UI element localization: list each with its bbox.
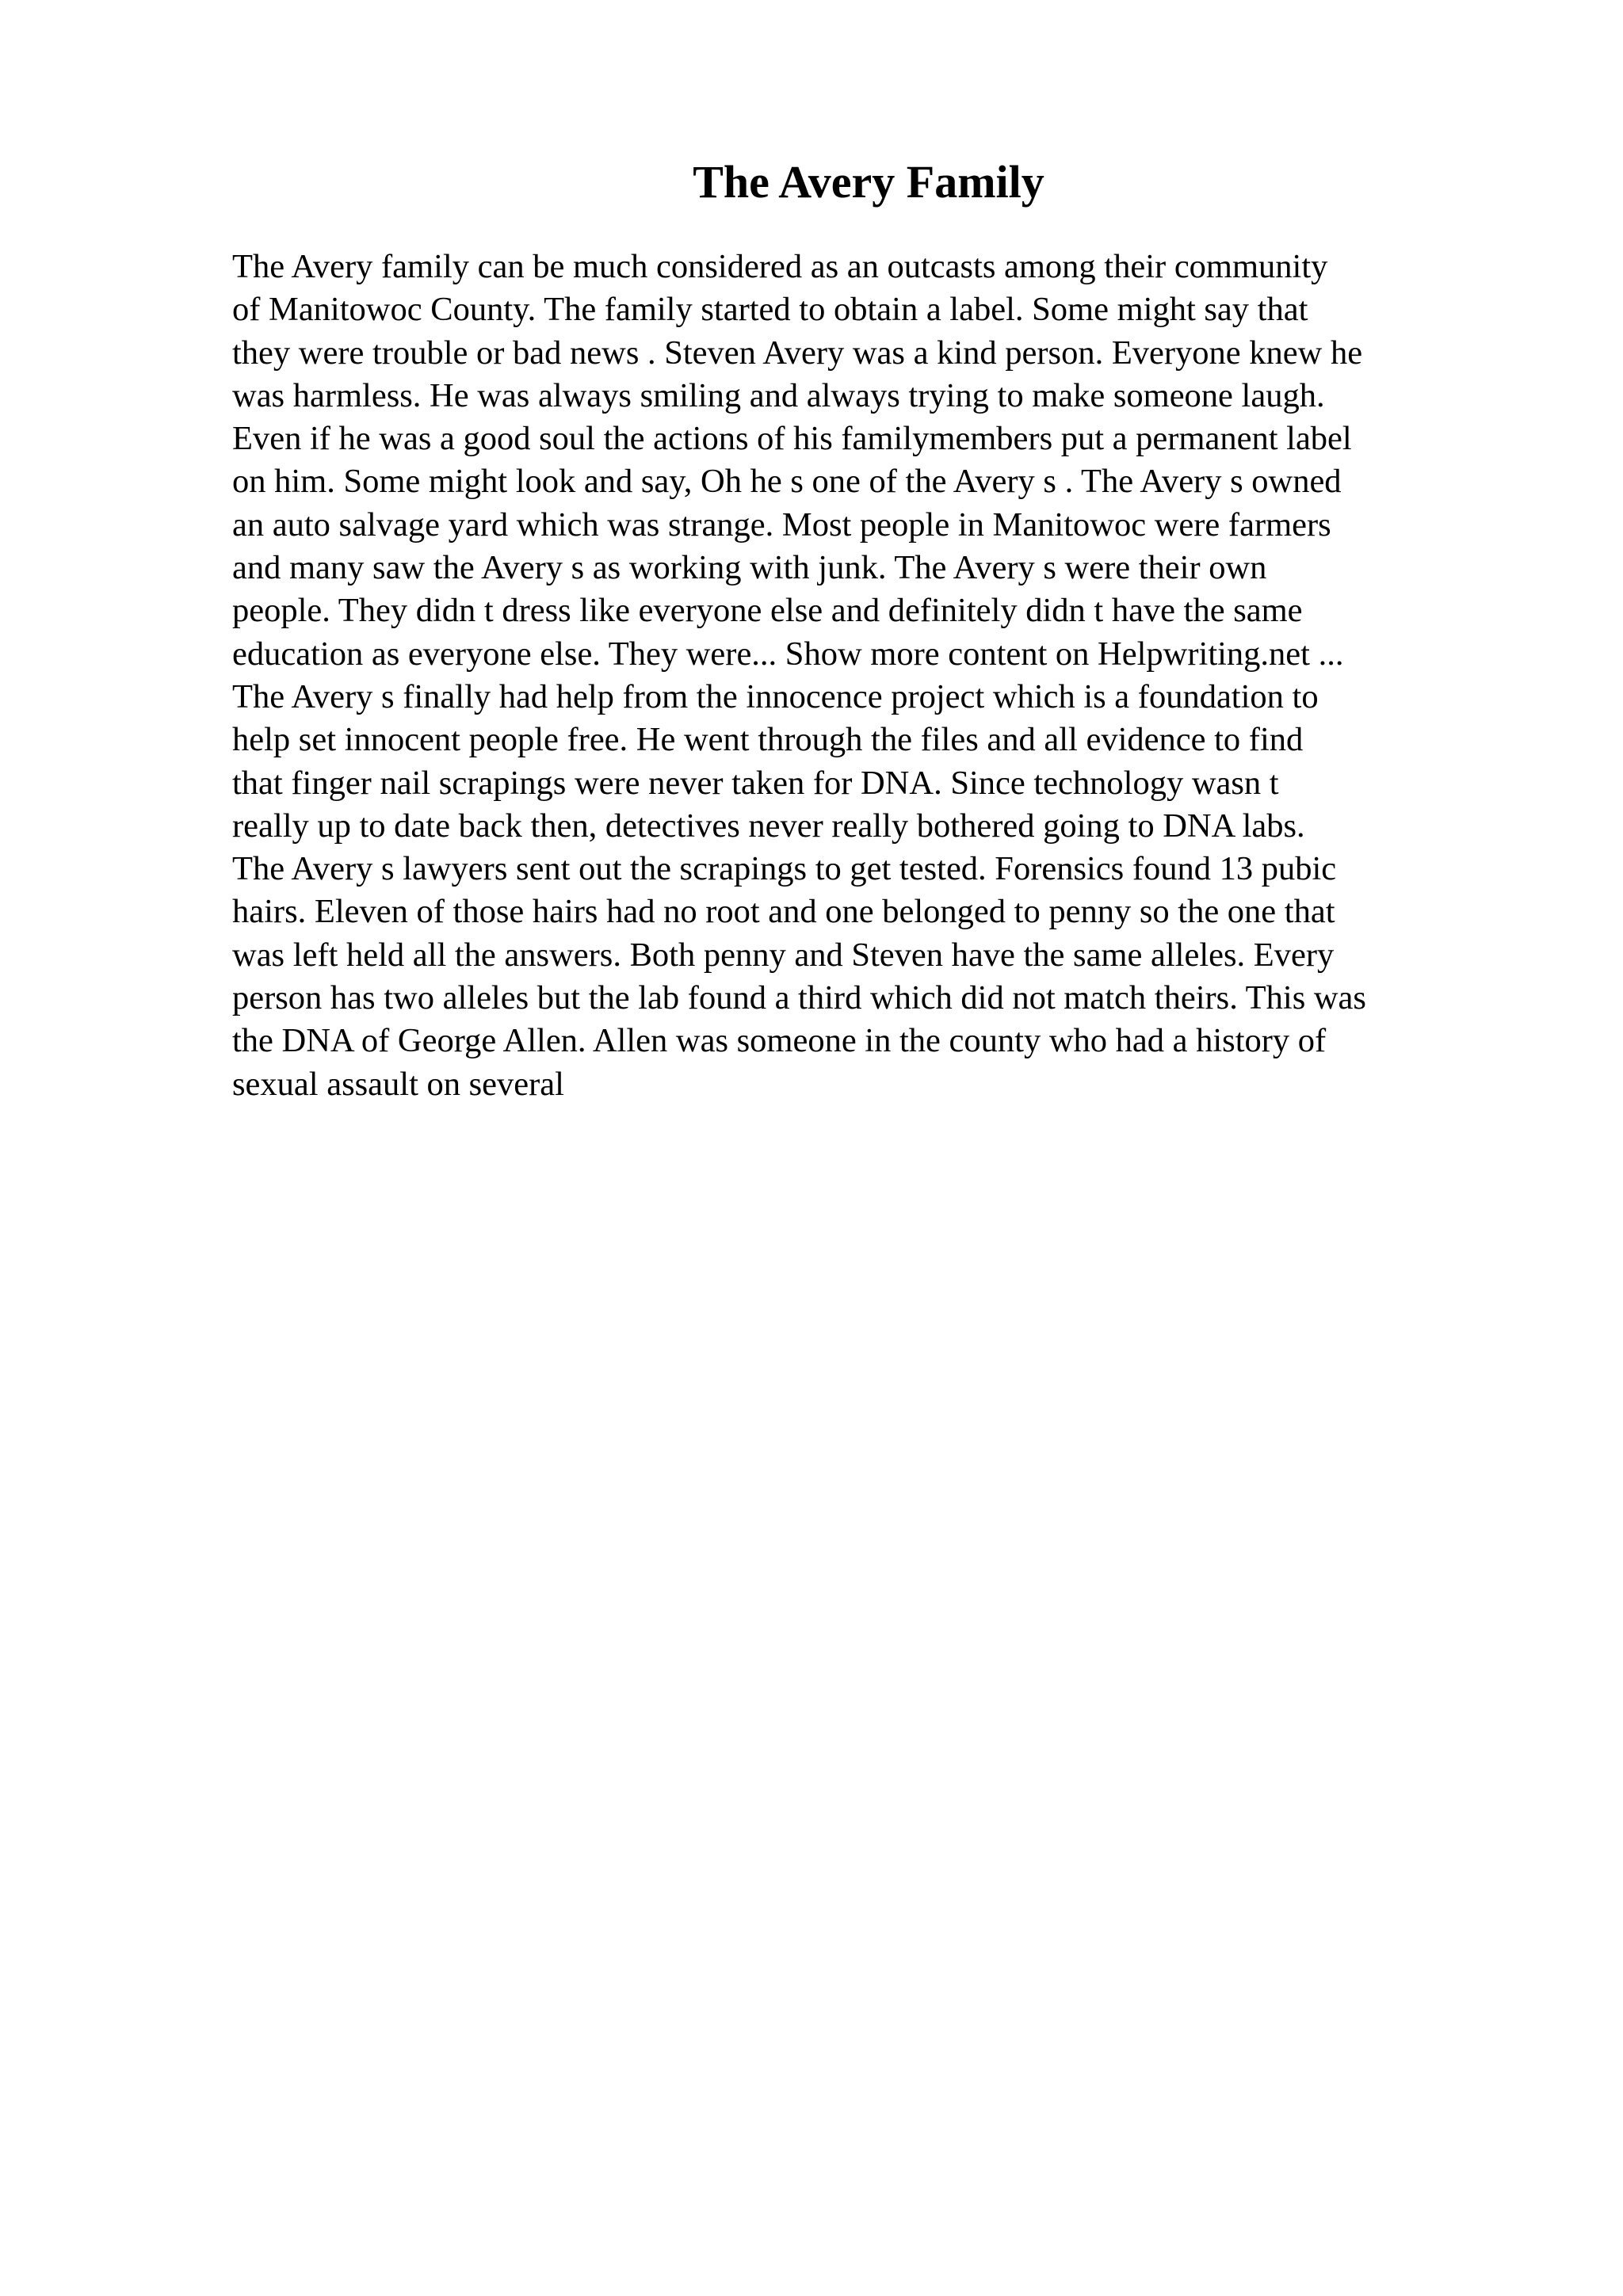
body-line: on him. Some might look and say, Oh he s one of the Avery s . The Avery s owned bbox=[232, 463, 1342, 501]
body-line: was left held all the answers. Both penny and Steven have the same alleles. Every bbox=[232, 936, 1335, 974]
body-line: person has two alleles but the lab found a third which did not match theirs. This was bbox=[232, 979, 1366, 1017]
body-line: that finger nail scrapings were never taken for DNA. Since technology wasn t bbox=[232, 764, 1279, 802]
body-line: help set innocent people free. He went through the files and all evidence to find bbox=[232, 721, 1304, 759]
document-body bbox=[232, 246, 1500, 1106]
body-line: education as everyone else. They were... Show more content on Helpwriting.net ... bbox=[232, 635, 1344, 673]
document-title: The Avery Family bbox=[693, 156, 1044, 208]
body-line: was harmless. He was always smiling and always trying to make someone laugh. bbox=[232, 376, 1325, 414]
body-line: and many saw the Avery s as working with junk. The Avery s were their own bbox=[232, 549, 1267, 587]
body-line: hairs. Eleven of those hairs had no root and one belonged to penny so the one that bbox=[232, 893, 1335, 931]
body-line: they were trouble or bad news . Steven Avery was a kind person. Everyone knew he bbox=[232, 334, 1363, 372]
body-line: Even if he was a good soul the actions of his familymembers put a permanent label bbox=[232, 420, 1352, 458]
body-line: The Avery s finally had help from the innocence project which is a foundation to bbox=[232, 677, 1319, 715]
body-line: an auto salvage yard which was strange. Most people in Manitowoc were farmers bbox=[232, 505, 1331, 543]
body-line: The Avery family can be much considered as an outcasts among their community bbox=[232, 248, 1328, 285]
body-line: sexual assault on several bbox=[232, 1065, 564, 1103]
body-line: The Avery s lawyers sent out the scrapings to get tested. Forensics found 13 pubic bbox=[232, 850, 1337, 888]
body-line: the DNA of George Allen. Allen was someone in the county who had a history of bbox=[232, 1022, 1327, 1060]
body-line: really up to date back then, detectives never really bothered going to DNA labs. bbox=[232, 807, 1305, 845]
body-line: of Manitowoc County. The family started to obtain a label. Some might say that bbox=[232, 291, 1308, 329]
body-line: people. They didn t dress like everyone else and definitely didn t have the same bbox=[232, 592, 1303, 630]
